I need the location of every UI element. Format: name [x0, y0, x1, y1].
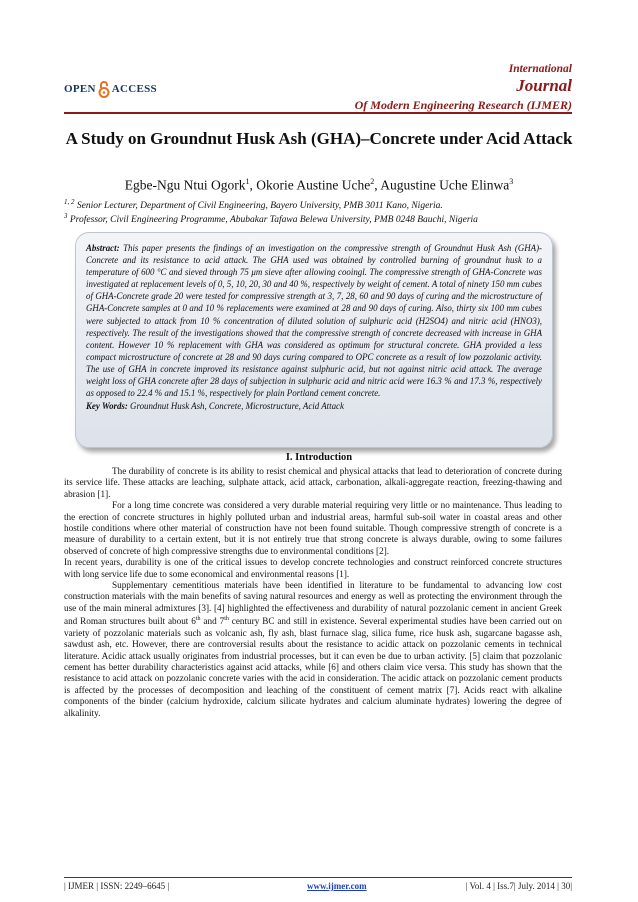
author-name: Okorie Austine Uche: [256, 177, 371, 193]
open-access-logo: [64, 80, 157, 98]
open-access-right-text: ACCESS: [111, 83, 157, 95]
author-separator: ,: [249, 177, 257, 193]
affiliation: [64, 210, 578, 226]
body-paragraph: In recent years, durability is one of the critical issues to develop concrete technologies and construct reinforced concrete structures with long service life due to some economical and environmental reasons [1].: [64, 557, 562, 579]
abstract-text: This paper presents the findings of an investigation on the compressive strength of Groundnut Husk Ash (GHA)-Concrete and its resistance to acid attack. The GHA used was obtained by controlled burning of groundnut husk to a temperature of 600 °C and sieved through 75 μm sieve after allowing cooingl. The compressive strength of GHA-Concrete was investigated at replacement levels of 0, 5, 10, 20, 30 and 40 %, respectively by weight of cement. A total of ninety 150 mm cubes of GHA-Concrete grade 20 were tested for compressive strength at 3, 7, 28, 60 and 90 days of curing and the microstructure of GHA-Concrete samples at 0 and 10 % replacements were examined at 28 and 90 days of curing. Also, thirty six 100 mm cubes were subjected to attack from 10 % concentration of diluted solution of sulphuric acid (H2SO4) and nitric acid (HNO3), respectively. The result of the investigations showed that the compressive strength of concrete decreased with increase in GHA content. However 10 % replacement with GHA was considered as optimum for structural concrete. GHA provided a less compact microstructure of concrete at 28 and 90 days curing compared to OPC concrete as a result of low pozzolanic activity. The use of GHA in concrete improved its resistance against sulphuric acid, but not against nitric acid attack. The average weight loss of GHA concrete after 28 days of subjection in sulphuric acid and nitric acid were 16.3 % and 17.3 %, respectively as opposed to 22.4 % and 15.1 %, respectively for plain Portland cement concrete.: [86, 243, 542, 399]
keywords-label: Key Words:: [86, 401, 128, 412]
keywords-text: Groundnut Husk Ash, Concrete, Microstructure, Acid Attack: [127, 401, 344, 412]
footer-website-link[interactable]: www.ijmer.com: [307, 881, 367, 891]
body-paragraph: For a long time concrete was considered a very durable material requiring very little or no maintenance. Thus leading to the erection of concrete structures in highly polluted urban and industrial areas, harmful sub-soil water in coastal areas and other hostile conditions where other material of construction have not been found suitable. Though compressive strength of concrete is a measure of durability to a certain extent, but it is not entirely true that strong concrete is always durable, owing to some failures observed of concrete of high compressive strengths due to environmental conditions [2].: [64, 500, 562, 556]
header-divider: [64, 112, 572, 114]
abstract-label: Abstract:: [86, 243, 120, 253]
footer-divider: [64, 877, 572, 878]
journal-line-2: Journal: [516, 76, 572, 95]
open-access-left-text: OPEN: [64, 83, 96, 95]
journal-line-3: Of Modern Engineering Research (IJMER): [354, 98, 572, 112]
journal-line-1: International: [508, 63, 572, 75]
footer-volume-page: | Vol. 4 | Iss.7| July. 2014 | 30|: [465, 881, 572, 891]
paper-title: A Study on Groundnut Husk Ash (GHA)–Concrete under Acid Attack: [65, 129, 573, 148]
ordinal-sup: th: [224, 616, 229, 623]
footer-issn: | IJMER | ISSN: 2249–6645 |: [64, 881, 170, 891]
ordinal-sup: th: [195, 616, 201, 623]
body-text: [64, 466, 562, 719]
author-separator: ,: [374, 177, 381, 193]
section-heading: I. Introduction: [285, 452, 353, 463]
body-paragraph: The durability of concrete is its ability to resist chemical and physical attacks that lead to deterioration of concrete during its service life. These attacks are leaching, sulphate attack, acid attack, carbonation, alkali-aggregate reaction, freezing-thawing and abrasion [1].: [64, 466, 562, 499]
body-text-segment: and 7: [200, 616, 225, 627]
body-text-segment: Supplementary cementitious materials have been identified in literature to be fundamental to advancing low cost construction materials with the main benefits of saving natural resources and energy as well as protecting the environment through the use of the main mineral admixtures [3]. [4] highlighted the effectiveness and durability of natural pozzolanic cement in ancient Greek and Roman structures built about 6: [64, 580, 562, 627]
journal-masthead: [355, 62, 572, 112]
affiliation-text: Senior Lecturer, Department of Civil Engineering, Bayero University, PMB 3011 Kano, Nigeria.: [74, 201, 443, 212]
author-sup: 1: [245, 177, 250, 186]
affiliation-text: Professor, Civil Engineering Programme, Abubakar Tafawa Belewa University, PMB 0248 Bauchi, Nigeria: [67, 215, 478, 226]
author-list: [60, 177, 578, 194]
open-lock-icon: [98, 80, 110, 98]
author-sup: 2: [370, 177, 375, 186]
abstract-paragraph: [86, 242, 542, 399]
abstract-box: [75, 232, 553, 448]
affiliation-sup: 3: [64, 212, 68, 220]
author-sup: 3: [509, 177, 514, 186]
keywords-line: [86, 400, 542, 412]
author-name: Augustine Uche Elinwa: [380, 177, 510, 193]
page-footer: [64, 881, 572, 895]
body-paragraph: [64, 580, 562, 719]
author-name: Egbe-Ngu Ntui Ogork: [124, 177, 246, 193]
affiliation-sup: 1, 2: [64, 198, 75, 206]
body-text-segment: century BC and still in existence. Several experimental studies have been carried out on variety of pozzolanic materials such as volcanic ash, fly ash, blast furnace slag, silica fume, rice husk ash, sugarcane bagasse ash, sawdust ash, etc. However, there are controversial results about the resistance to acidic attack on pozzolanic cements in technical literature. Acidic attack usually originates from industrial processes, but it can even be due to urban activity. [5] claim that pozzolanic cement has better durability characteristics against acid attacks, while [6] and others claim vice versa. This study has shown that the resistance to acid attack on pozzolanic concrete varies with the acid in consideration. The acidic attack on pozzolanic cement products is affected by the processes of decomposition and leaching of the constituent of cement matrix [7]. Acids react with alkaline components of the binder (calcium hydroxide, calcium silicate hydrates and calcium aluminate hydrates) lowering the degree of alkalinity.: [64, 616, 563, 718]
